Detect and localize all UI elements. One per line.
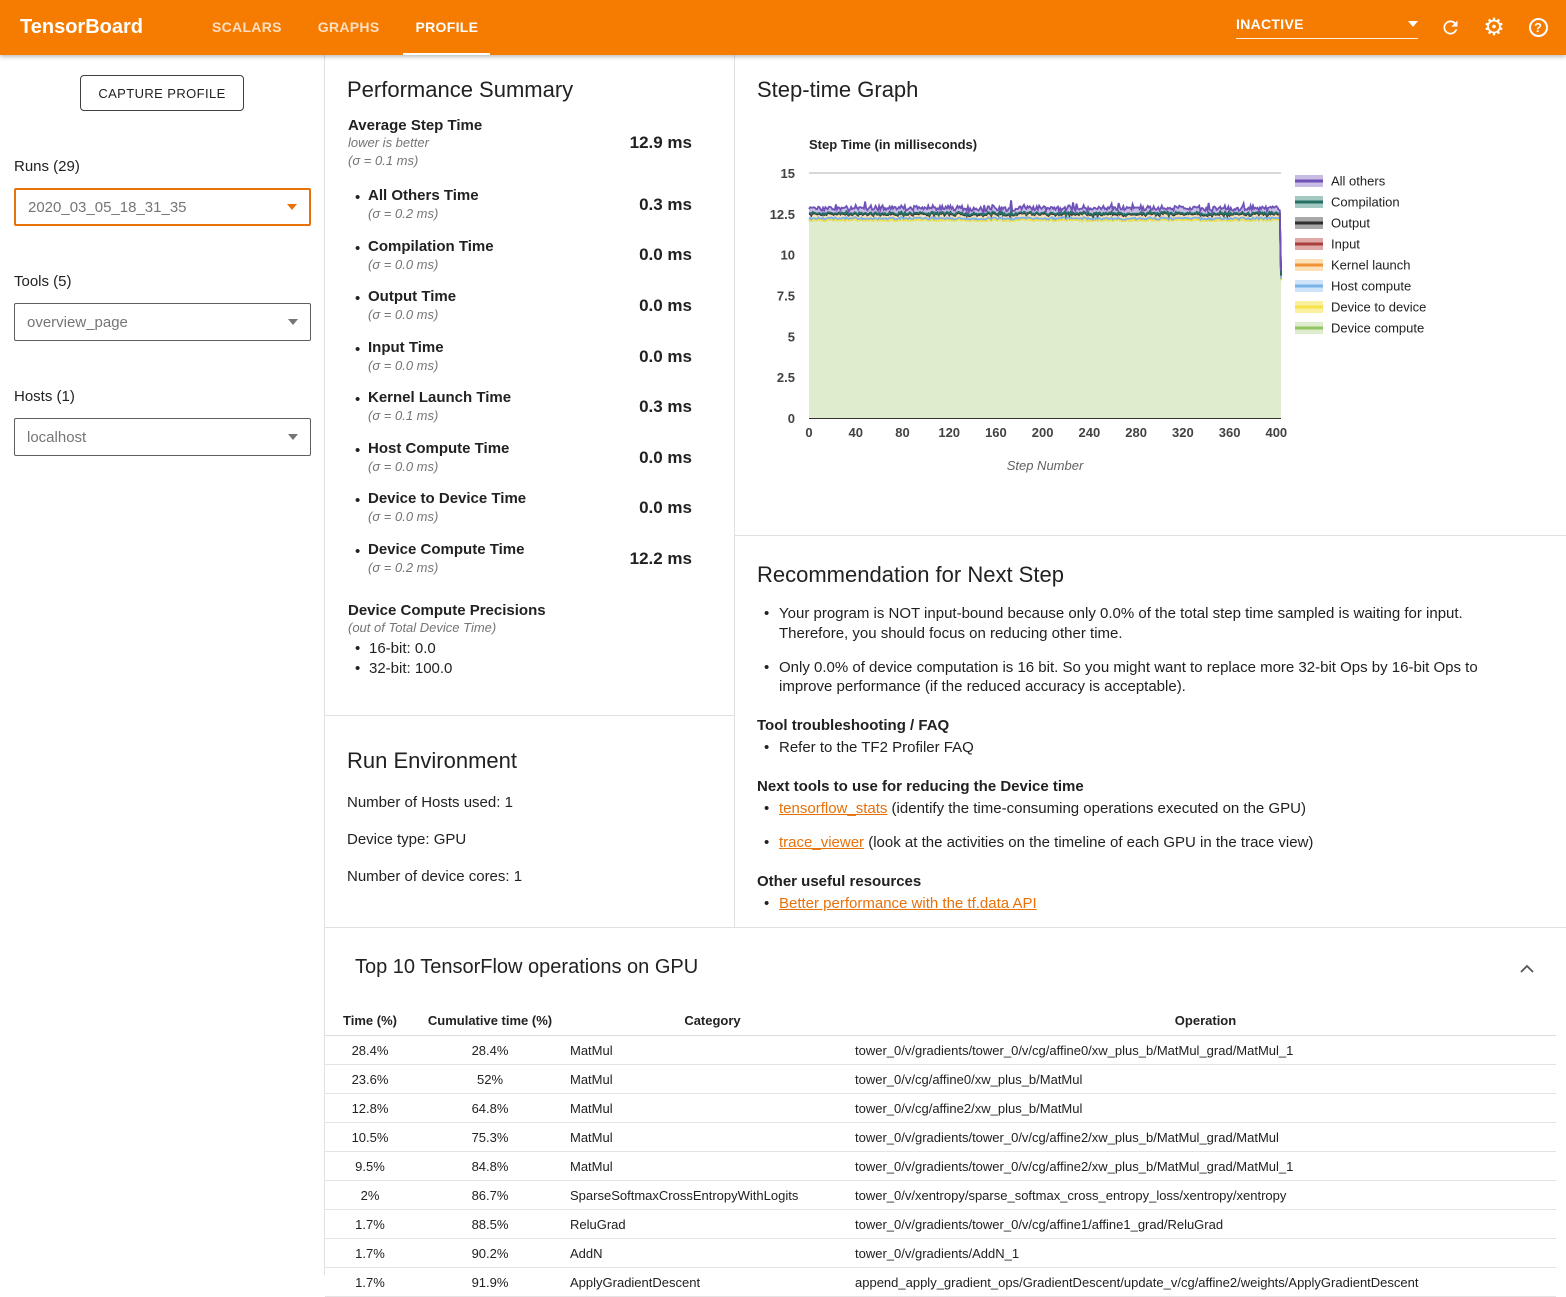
cell-time: 1.7% bbox=[355, 1216, 385, 1232]
svg-text:15: 15 bbox=[780, 166, 795, 181]
faq-heading: Tool troubleshooting / FAQ bbox=[757, 717, 950, 735]
chevron-down-icon bbox=[287, 204, 297, 210]
metric-note: lower is better bbox=[348, 135, 429, 150]
svg-text:80: 80 bbox=[895, 425, 910, 440]
col-header-category: Category bbox=[684, 1012, 741, 1028]
cell-operation: tower_0/v/cg/affine0/xw_plus_b/MatMul bbox=[855, 1071, 1083, 1087]
metric-label: Input Time bbox=[368, 338, 444, 356]
status-select-value: INACTIVE bbox=[1236, 16, 1304, 32]
average-step-time bbox=[348, 117, 692, 169]
cell-category: MatMul bbox=[570, 1158, 613, 1174]
svg-text:All others: All others bbox=[1331, 173, 1386, 189]
metric-sigma: (σ = 0.2 ms) bbox=[368, 559, 439, 575]
metric-sigma: (σ = 0.2 ms) bbox=[368, 206, 439, 222]
cell-category: AddN bbox=[570, 1245, 603, 1261]
bullet-icon: • bbox=[355, 340, 361, 358]
svg-text:Device to device: Device to device bbox=[1331, 299, 1427, 315]
top-ops-title: Top 10 TensorFlow operations on GPU bbox=[355, 956, 699, 979]
refresh-icon[interactable] bbox=[1438, 16, 1462, 40]
svg-text:320: 320 bbox=[1172, 425, 1194, 440]
metric-value: 0.0 ms bbox=[639, 346, 692, 366]
precisions-note: (out of Total Device Time) bbox=[348, 620, 497, 636]
performance-summary-items bbox=[325, 187, 734, 576]
top-ops-table bbox=[325, 1005, 1556, 1297]
col-header-cumulative: Cumulative time (%) bbox=[427, 1012, 553, 1028]
status-select[interactable] bbox=[1236, 16, 1418, 39]
cell-category: ApplyGradientDescent bbox=[570, 1274, 701, 1290]
svg-text:360: 360 bbox=[1218, 425, 1241, 440]
main-tabs bbox=[200, 0, 502, 55]
cell-category: SparseSoftmaxCrossEntropyWithLogits bbox=[570, 1187, 799, 1203]
top-ops-card bbox=[325, 927, 1566, 1297]
table-row bbox=[325, 1065, 1556, 1094]
cell-cumulative: 84.8% bbox=[471, 1158, 509, 1174]
cell-time: 2% bbox=[360, 1187, 380, 1203]
run-environment-title: Run Environment bbox=[347, 748, 517, 773]
performance-metric bbox=[355, 541, 692, 577]
svg-text:Step Time (in milliseconds): Step Time (in milliseconds) bbox=[809, 137, 978, 152]
svg-text:120: 120 bbox=[938, 425, 961, 440]
table-row bbox=[325, 1094, 1556, 1123]
other-resources-heading: Other useful resources bbox=[757, 872, 922, 890]
cell-time: 28.4% bbox=[351, 1042, 389, 1058]
settings-gear-icon[interactable]: ⚙ bbox=[1483, 13, 1505, 41]
cell-operation: tower_0/v/gradients/AddN_1 bbox=[855, 1245, 1020, 1261]
svg-text:40: 40 bbox=[848, 425, 863, 440]
cell-operation: tower_0/v/gradients/tower_0/v/cg/affine2/xw_plus_b/MatMul_grad/MatMul bbox=[855, 1129, 1279, 1145]
metric-label: Compilation Time bbox=[368, 237, 494, 255]
svg-text:400: 400 bbox=[1265, 425, 1288, 440]
collapse-chevron-up-icon[interactable] bbox=[1520, 960, 1534, 978]
run-environment-card bbox=[325, 716, 734, 885]
table-row bbox=[325, 1268, 1556, 1297]
chevron-down-icon bbox=[288, 319, 298, 325]
metric-label: Device Compute Time bbox=[368, 540, 525, 558]
cell-cumulative: 86.7% bbox=[471, 1187, 509, 1203]
metric-value: 0.0 ms bbox=[639, 295, 692, 315]
metric-value: 12.2 ms bbox=[629, 548, 692, 568]
metric-sigma: (σ = 0.0 ms) bbox=[368, 357, 439, 373]
chevron-down-icon bbox=[1408, 21, 1418, 27]
svg-text:240: 240 bbox=[1078, 425, 1101, 440]
bullet-icon: • bbox=[355, 492, 361, 510]
bullet-icon: • bbox=[355, 189, 361, 207]
metric-sigma: (σ = 0.0 ms) bbox=[368, 458, 439, 474]
tensorflow-stats-link[interactable]: tensorflow_stats bbox=[779, 799, 888, 817]
cell-time: 1.7% bbox=[355, 1274, 385, 1290]
svg-text:Host compute: Host compute bbox=[1331, 278, 1412, 294]
performance-metric bbox=[355, 238, 692, 274]
svg-text:Compilation: Compilation bbox=[1331, 194, 1400, 210]
step-time-chart bbox=[735, 133, 1525, 483]
svg-text:Step Number: Step Number bbox=[1006, 458, 1084, 473]
table-row bbox=[325, 1152, 1556, 1181]
tfdata-api-link[interactable]: Better performance with the tf.data API bbox=[779, 894, 1037, 912]
precisions-title: Device Compute Precisions bbox=[348, 602, 546, 620]
svg-text:0: 0 bbox=[805, 425, 813, 440]
cell-category: MatMul bbox=[570, 1129, 613, 1145]
performance-metric bbox=[355, 389, 692, 425]
cell-category: MatMul bbox=[570, 1071, 613, 1087]
metric-sigma: (σ = 0.0 ms) bbox=[368, 256, 439, 272]
cell-operation: tower_0/v/gradients/tower_0/v/cg/affine1/affine1_grad/ReluGrad bbox=[855, 1216, 1224, 1232]
metric-value: 0.0 ms bbox=[639, 447, 692, 467]
chevron-down-icon bbox=[288, 434, 298, 440]
svg-text:200: 200 bbox=[1031, 425, 1054, 440]
svg-text:Kernel launch: Kernel launch bbox=[1331, 257, 1411, 273]
svg-text:160: 160 bbox=[985, 425, 1007, 440]
metric-value: 0.0 ms bbox=[639, 245, 692, 265]
next-tool-item bbox=[757, 833, 1526, 853]
col-header-operation: Operation bbox=[1174, 1012, 1237, 1028]
table-body bbox=[325, 1036, 1556, 1297]
bullet-icon: • bbox=[355, 239, 361, 257]
recommendation-title: Recommendation for Next Step bbox=[757, 562, 1064, 587]
svg-text:7.5: 7.5 bbox=[776, 288, 795, 304]
performance-summary-card bbox=[325, 55, 734, 716]
bullet-icon: • bbox=[355, 290, 361, 308]
tab-scalars[interactable]: SCALARS bbox=[212, 19, 282, 35]
performance-metric bbox=[355, 187, 692, 223]
sidebar bbox=[0, 55, 325, 1275]
table-row bbox=[325, 1210, 1556, 1239]
bullet-icon: • bbox=[355, 391, 361, 409]
cell-operation: tower_0/v/xentropy/sparse_softmax_cross_entropy_loss/xentropy/xentropy bbox=[855, 1187, 1287, 1203]
table-row bbox=[325, 1239, 1556, 1268]
metric-label: Host Compute Time bbox=[368, 439, 510, 457]
cell-time: 1.7% bbox=[355, 1245, 385, 1261]
run-env-hosts: Number of Hosts used: 1 bbox=[347, 794, 513, 811]
metric-sigma: (σ = 0.1 ms) bbox=[348, 152, 419, 168]
tools-select[interactable] bbox=[14, 303, 311, 341]
other-resource-item bbox=[757, 894, 1526, 914]
performance-metric bbox=[355, 440, 692, 476]
cell-cumulative: 91.9% bbox=[471, 1274, 509, 1290]
next-tools-heading: Next tools to use for reducing the Device time bbox=[757, 777, 1084, 795]
svg-text:5: 5 bbox=[787, 329, 795, 345]
svg-text:12.5: 12.5 bbox=[769, 206, 795, 222]
recommendation-bullet: • Only 0.0% of device computation is 16 bit. So you might want to replace more 32-bit Ops by 16-bit Ops to improve performance (if the reduced accuracy is acceptable). bbox=[757, 658, 1526, 698]
runs-select-value: 2020_03_05_18_31_35 bbox=[28, 198, 187, 216]
bullet-icon: • bbox=[355, 441, 361, 459]
cell-category: ReluGrad bbox=[570, 1216, 626, 1232]
metric-value: 0.0 ms bbox=[639, 498, 692, 518]
performance-metric bbox=[355, 490, 692, 526]
metric-label: Device to Device Time bbox=[368, 490, 527, 508]
metric-value: 0.3 ms bbox=[639, 194, 692, 214]
recommendation-bullet: • Your program is NOT input-bound because only 0.0% of the total step time sampled is waiting for input. Therefore, you should focus on reducing other time. bbox=[757, 604, 1526, 644]
next-tool-item bbox=[757, 799, 1526, 819]
cell-cumulative: 88.5% bbox=[471, 1216, 509, 1232]
faq-item: • Refer to the TF2 Profiler FAQ bbox=[757, 738, 1526, 758]
cell-operation: tower_0/v/cg/affine2/xw_plus_b/MatMul bbox=[855, 1100, 1083, 1116]
cell-cumulative: 75.3% bbox=[471, 1129, 509, 1145]
step-time-graph-card bbox=[735, 55, 1566, 536]
cell-time: 10.5% bbox=[351, 1129, 389, 1145]
tab-profile[interactable]: PROFILE bbox=[403, 0, 490, 55]
cell-category: MatMul bbox=[570, 1042, 613, 1058]
performance-summary-title: Performance Summary bbox=[347, 77, 574, 102]
table-row bbox=[325, 1123, 1556, 1152]
metric-sigma: (σ = 0.0 ms) bbox=[368, 509, 439, 525]
cell-time: 12.8% bbox=[351, 1100, 389, 1116]
table-row bbox=[325, 1036, 1556, 1065]
svg-text:0: 0 bbox=[787, 411, 795, 426]
svg-text:Input: Input bbox=[1331, 236, 1360, 252]
runs-select[interactable] bbox=[14, 188, 311, 226]
metric-label: All Others Time bbox=[368, 187, 479, 205]
hosts-select-value: localhost bbox=[27, 428, 87, 446]
cell-cumulative: 64.8% bbox=[471, 1100, 509, 1116]
app-header bbox=[0, 0, 1566, 55]
tools-label: Tools (5) bbox=[14, 273, 72, 290]
cell-cumulative: 28.4% bbox=[471, 1042, 509, 1058]
capture-profile-button[interactable]: CAPTURE PROFILE bbox=[80, 75, 244, 111]
col-header-time: Time (%) bbox=[343, 1012, 397, 1028]
svg-text:280: 280 bbox=[1125, 425, 1147, 440]
precision-16bit: • 16-bit: 0.0 bbox=[348, 639, 692, 659]
next-tool-desc: (look at the activities on the timeline of each GPU in the trace view) bbox=[864, 833, 1314, 851]
performance-metric bbox=[355, 288, 692, 324]
metric-label: Output Time bbox=[368, 288, 457, 306]
run-env-cores: Number of device cores: 1 bbox=[347, 868, 523, 885]
cell-time: 9.5% bbox=[355, 1158, 385, 1174]
tab-graphs[interactable]: GRAPHS bbox=[317, 19, 380, 35]
tools-select-value: overview_page bbox=[27, 313, 128, 331]
hosts-label: Hosts (1) bbox=[14, 388, 75, 405]
precision-32bit: • 32-bit: 100.0 bbox=[348, 659, 692, 679]
cell-operation: append_apply_gradient_ops/GradientDescent/update_v/cg/affine2/weights/ApplyGradientDescent bbox=[855, 1274, 1419, 1290]
cell-operation: tower_0/v/gradients/tower_0/v/cg/affine2/xw_plus_b/MatMul_grad/MatMul_1 bbox=[855, 1158, 1294, 1174]
bullet-icon: • bbox=[355, 542, 361, 560]
metric-sigma: (σ = 0.0 ms) bbox=[368, 307, 439, 323]
performance-metric bbox=[355, 339, 692, 375]
metric-sigma: (σ = 0.1 ms) bbox=[368, 408, 439, 424]
svg-text:Device compute: Device compute bbox=[1331, 320, 1425, 336]
cell-cumulative: 52% bbox=[476, 1071, 504, 1087]
metric-label: Average Step Time bbox=[348, 117, 483, 134]
metric-label: Kernel Launch Time bbox=[368, 389, 512, 407]
cell-operation: tower_0/v/gradients/tower_0/v/cg/affine0/xw_plus_b/MatMul_grad/MatMul_1 bbox=[855, 1042, 1294, 1058]
runs-label: Runs (29) bbox=[14, 158, 80, 175]
cell-cumulative: 90.2% bbox=[471, 1245, 509, 1261]
metric-value: 12.9 ms bbox=[629, 133, 692, 153]
device-compute-precisions bbox=[348, 602, 692, 679]
run-env-device-type: Device type: GPU bbox=[347, 831, 467, 848]
table-header-row bbox=[325, 1005, 1556, 1036]
svg-text:Output: Output bbox=[1331, 215, 1371, 231]
cell-category: MatMul bbox=[570, 1100, 613, 1116]
app-title: TensorBoard bbox=[20, 16, 143, 38]
svg-text:10: 10 bbox=[780, 247, 795, 263]
hosts-select[interactable] bbox=[14, 418, 311, 456]
recommendation-card bbox=[735, 536, 1566, 913]
help-icon[interactable]: ? bbox=[1526, 16, 1550, 40]
table-row bbox=[325, 1181, 1556, 1210]
trace-viewer-link[interactable]: trace_viewer bbox=[779, 833, 865, 851]
next-tool-desc: (identify the time-consuming operations executed on the GPU) bbox=[887, 799, 1306, 817]
step-time-graph-title: Step-time Graph bbox=[757, 77, 919, 102]
svg-text:2.5: 2.5 bbox=[776, 370, 795, 386]
cell-time: 23.6% bbox=[351, 1071, 389, 1087]
metric-value: 0.3 ms bbox=[639, 397, 692, 417]
